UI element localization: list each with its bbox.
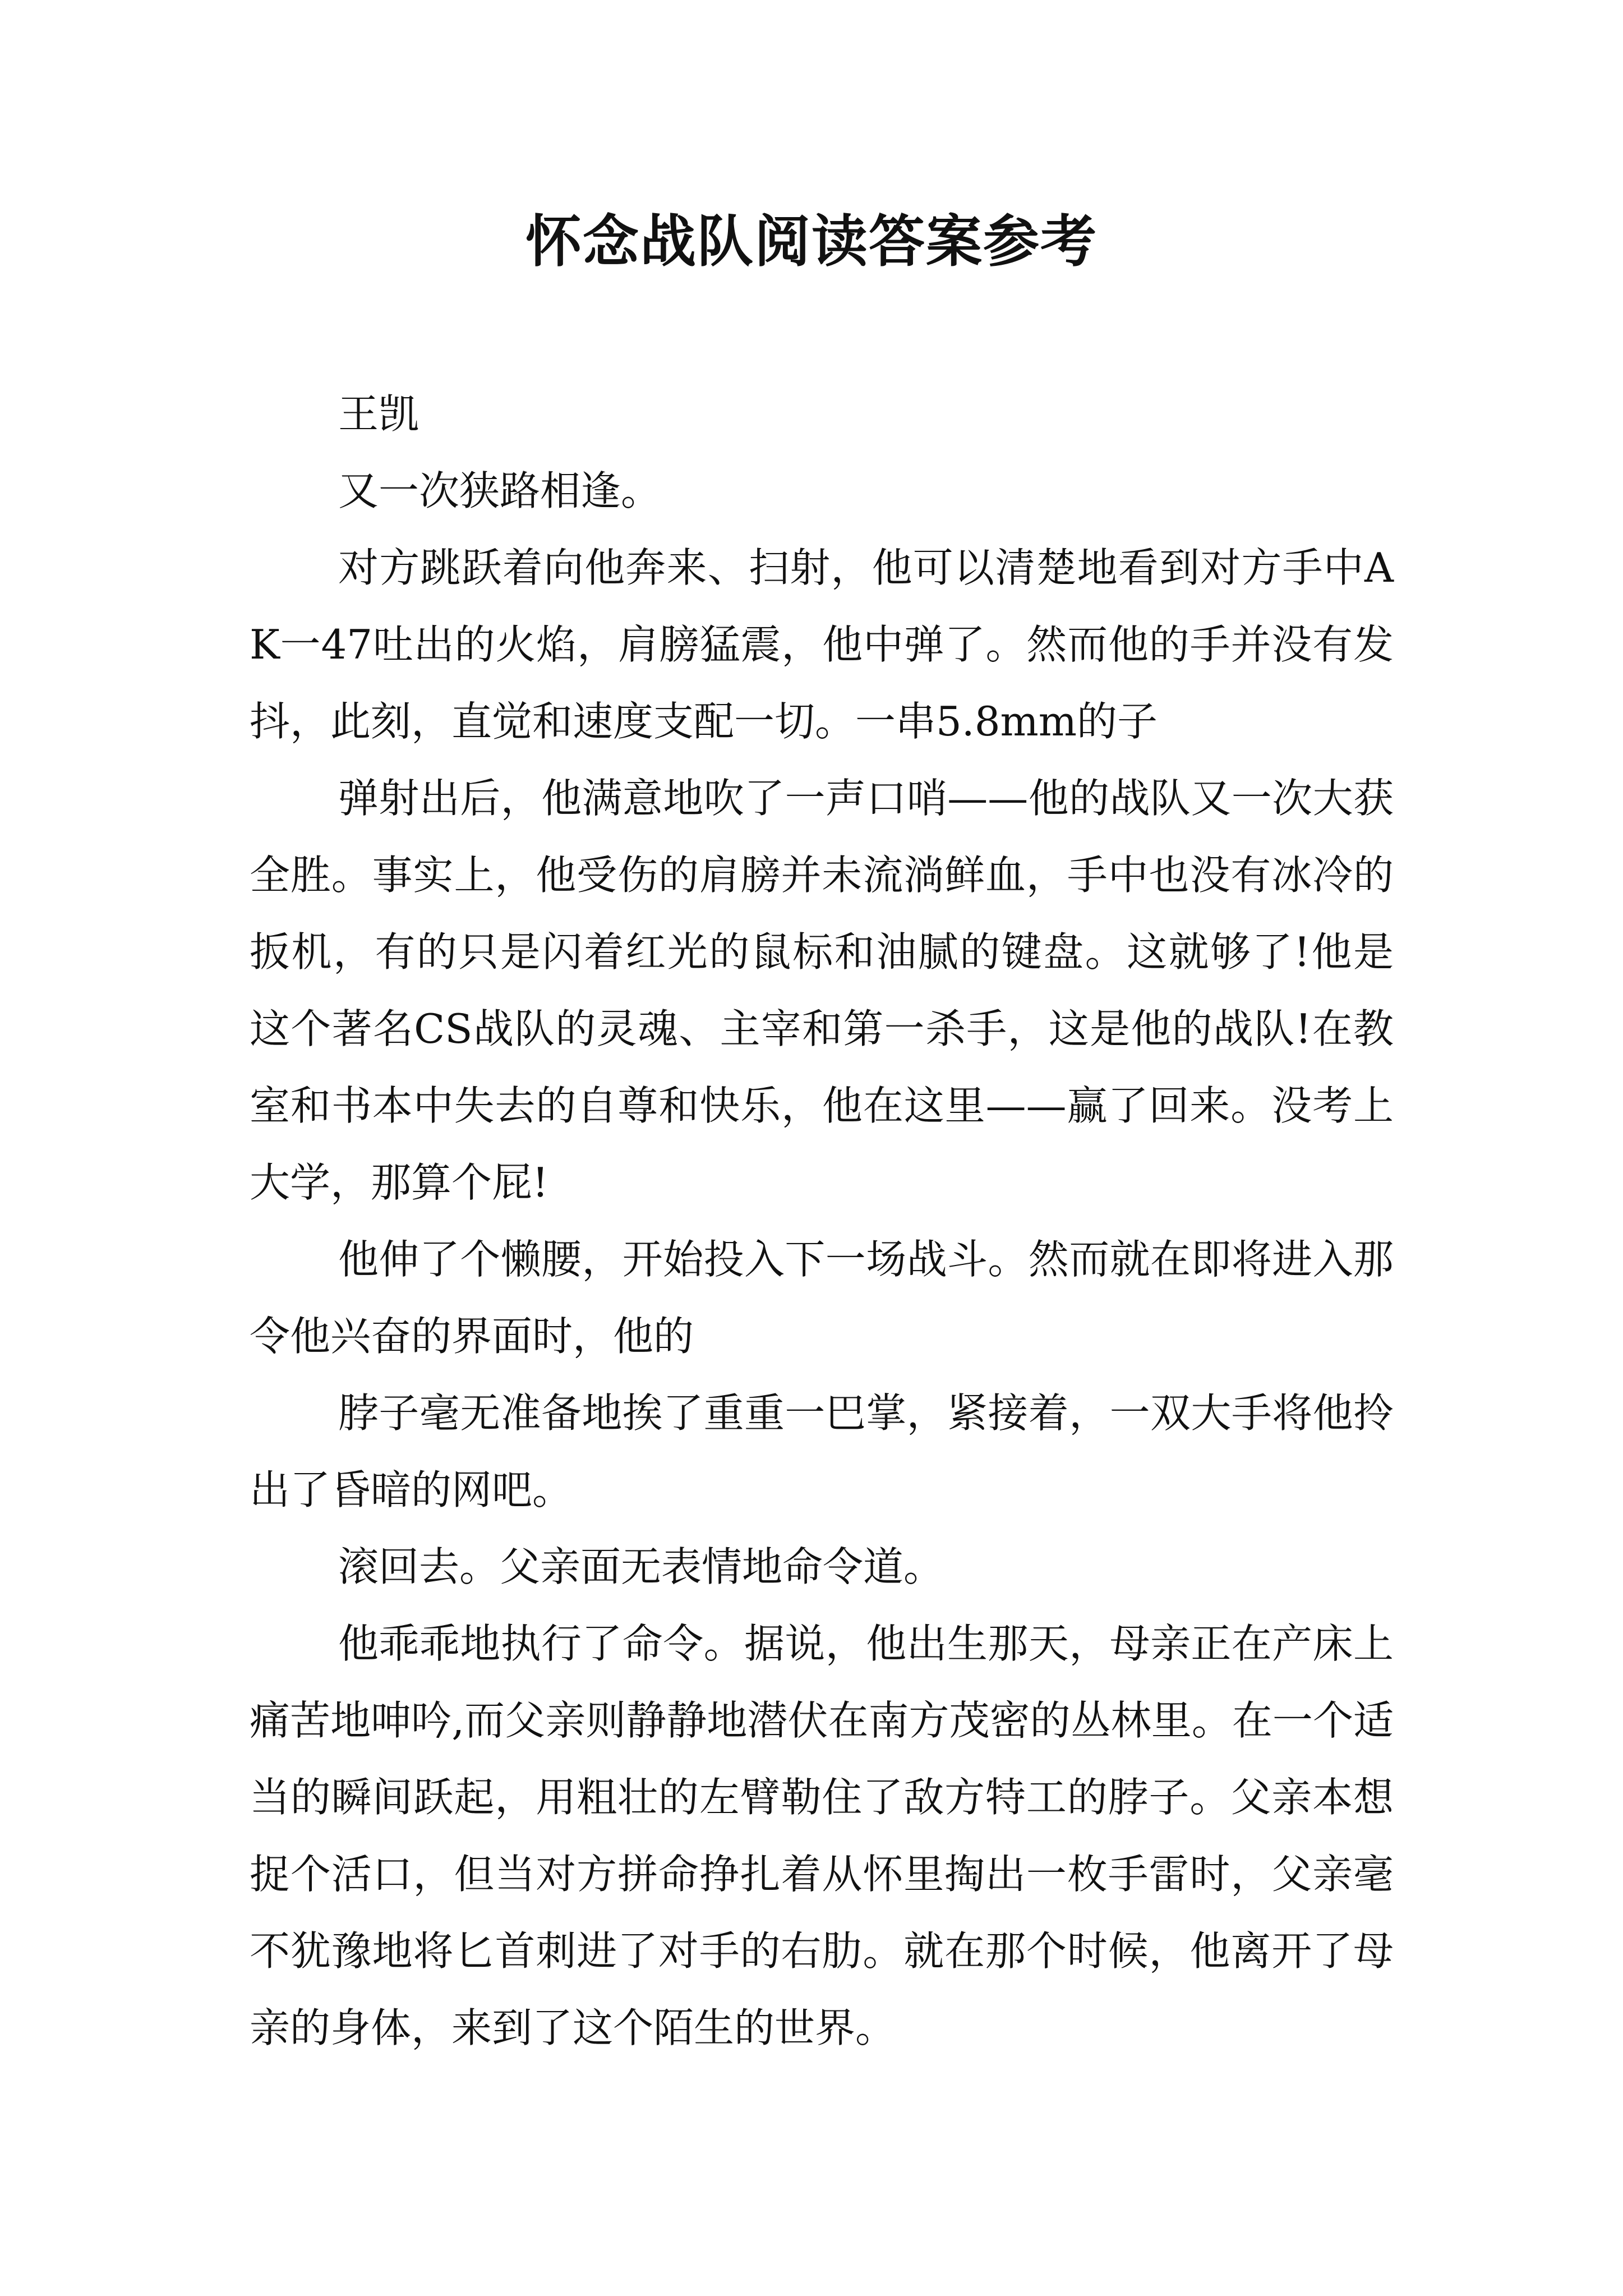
author-name: 王凯 — [338, 390, 419, 438]
paragraph-6: 滚回去。父亲面无表情地命令道。 — [338, 1543, 944, 1590]
paragraph-3: 弹射出后，他满意地吹了一声口哨——他的战队又一次大获全胜。事实上，他受伤的肩膀并未流淌鲜血，手中也没有冰冷的扳机，有的只是闪着红光的鼠标和油腻的键盘。这就够了!他是这个著名CS战队的灵魂、主宰和第一杀手，这是他的战队!在教室和书本中失去的自尊和快乐，他在这里——赢了回来。没考上大学，那算个屁! — [250, 775, 1394, 1206]
paragraph-4: 他伸了个懒腰，开始投入下一场战斗。然而就在即将进入那令他兴奋的界面时，他的 — [250, 1236, 1394, 1360]
paragraph-5: 脖子毫无准备地挨了重重一巴掌，紧接着，一双大手将他拎出了昏暗的网吧。 — [250, 1389, 1394, 1513]
document-title: 怀念战队阅读答案参考 — [525, 208, 1098, 274]
document-body — [250, 376, 1394, 2067]
paragraph-1: 又一次狭路相逢。 — [338, 467, 662, 514]
paragraph-7: 他乖乖地执行了命令。据说，他出生那天，母亲正在产床上痛苦地呻吟,而父亲则静静地潜伏在南方茂密的丛林里。在一个适当的瞬间跃起，用粗壮的左臂勒住了敌方特工的脖子。父亲本想捉个活口，但当对方拼命挣扎着从怀里掏出一枚手雷时，父亲毫不犹豫地将匕首刺进了对手的右肋。就在那个时候，他离开了母亲的身体，来到了这个陌生的世界。 — [250, 1620, 1394, 2051]
paragraph-2: 对方跳跃着向他奔来、扫射，他可以清楚地看到对方手中AK一47吐出的火焰，肩膀猛震，他中弹了。然而他的手并没有发抖，此刻，直觉和速度支配一切。一串5.8mm的子 — [250, 544, 1394, 745]
